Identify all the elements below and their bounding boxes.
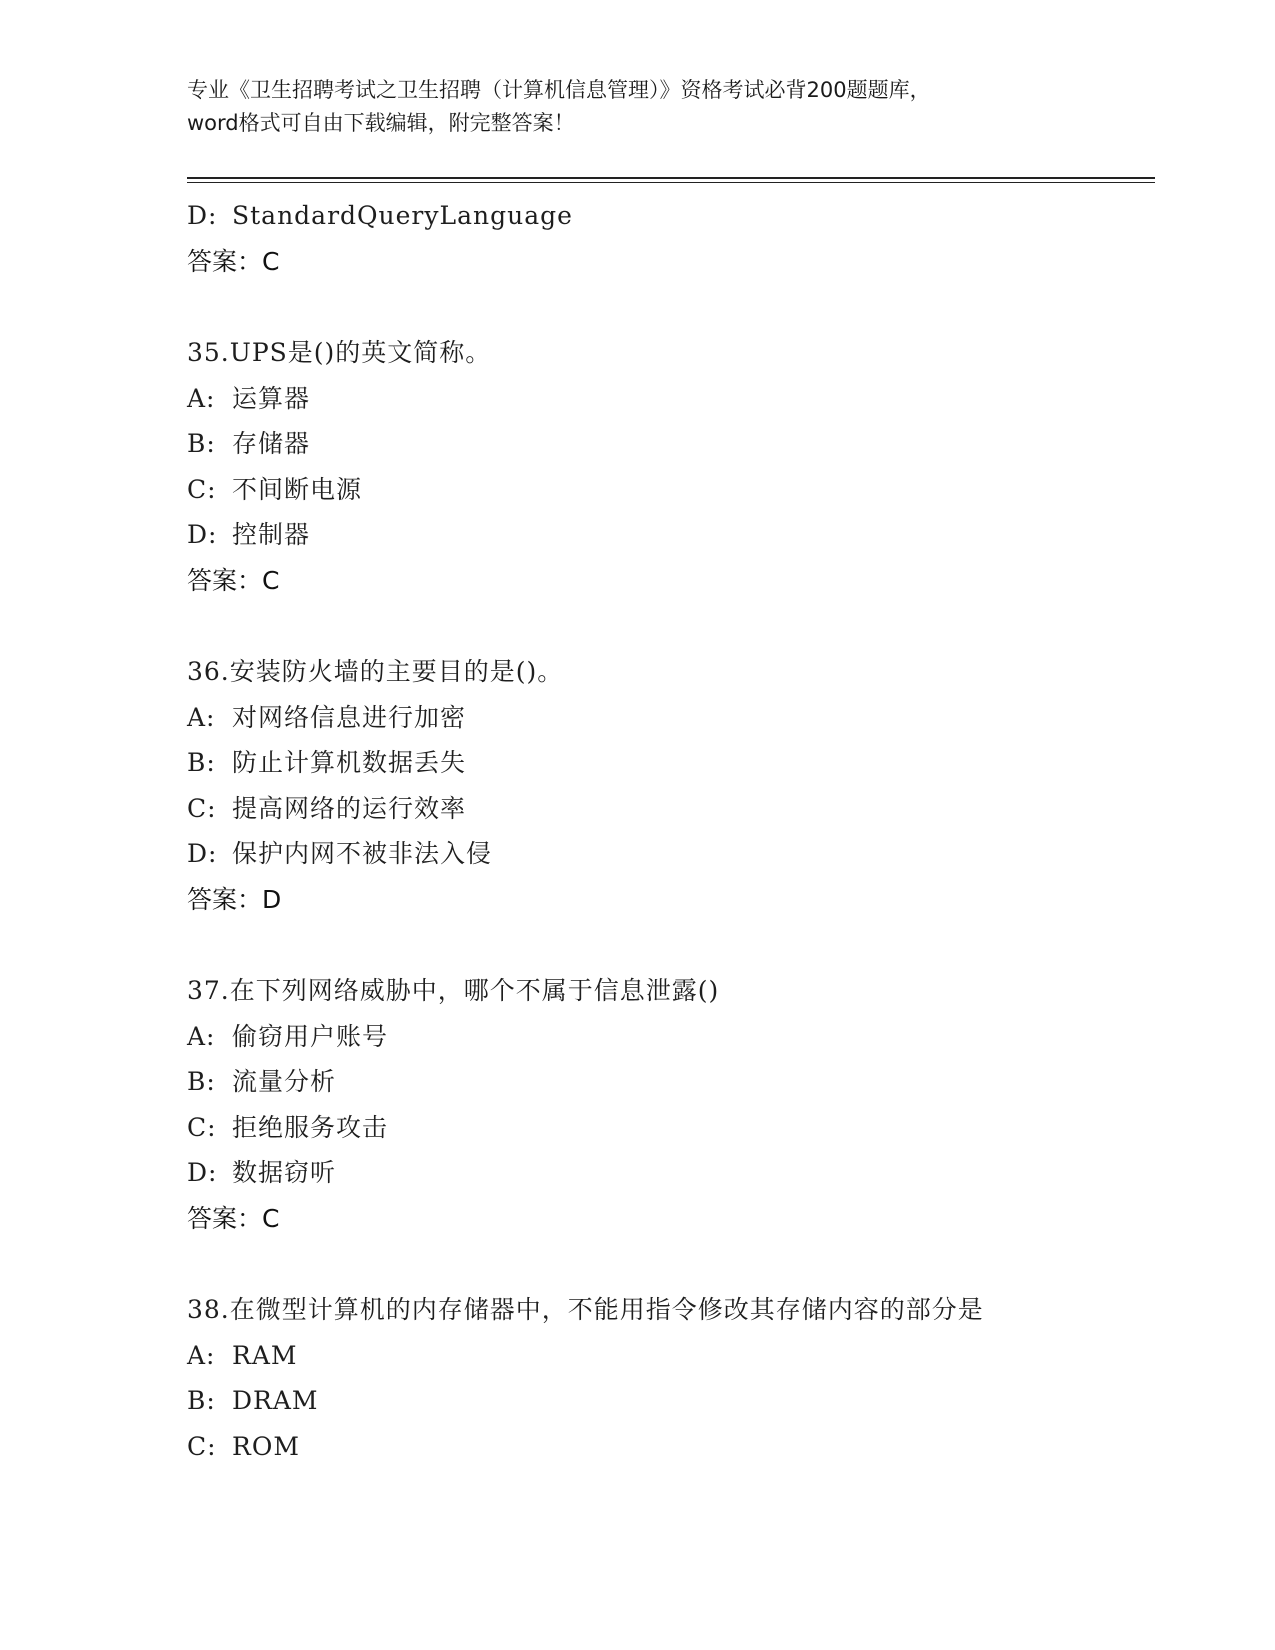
header-line-2: word格式可自由下载编辑，附完整答案！ — [187, 111, 575, 135]
header-divider-thin — [187, 182, 1155, 183]
option-label: D: — [187, 201, 218, 230]
option-d — [187, 831, 1155, 877]
option-label: B: — [187, 1067, 216, 1096]
answer-line: 答案：C — [187, 1203, 280, 1233]
option-label: B: — [187, 748, 216, 777]
option-label: B: — [187, 1386, 216, 1415]
option-label: D: — [187, 839, 218, 868]
option-d — [187, 512, 1155, 558]
header-line-1: 专业《卫生招聘考试之卫生招聘（计算机信息管理）》资格考试必背200题题库， — [187, 78, 931, 102]
option-label: A: — [187, 702, 216, 732]
option-text: 拒绝服务攻击 — [232, 1112, 389, 1142]
option-a — [187, 1333, 1155, 1379]
option-d — [187, 1150, 1155, 1196]
option-b — [187, 740, 1155, 786]
option-text: 不间断电源 — [232, 474, 363, 504]
option-text: 对网络信息进行加密 — [232, 702, 467, 732]
option-a — [187, 376, 1155, 422]
option-b — [187, 1059, 1155, 1105]
option-c — [187, 467, 1155, 513]
option-text: 防止计算机数据丢失 — [232, 748, 467, 777]
option-c — [187, 1424, 1155, 1470]
option-d — [187, 193, 1155, 239]
option-label: C: — [187, 474, 217, 504]
option-label: B: — [187, 429, 216, 458]
question-block-35 — [187, 330, 1155, 603]
option-text: 偷窃用户账号 — [232, 1021, 389, 1051]
header-divider-thick — [187, 177, 1155, 179]
option-text: 流量分析 — [232, 1067, 337, 1096]
document-body — [187, 193, 1155, 1469]
option-label: C: — [187, 793, 217, 823]
option-label: C: — [187, 1431, 217, 1461]
question-block-37 — [187, 968, 1155, 1241]
document-header — [187, 74, 1087, 140]
option-text: 提高网络的运行效率 — [232, 793, 467, 823]
question-stem: 36.安装防火墙的主要目的是()。 — [187, 657, 564, 686]
question-stem: 37.在下列网络威胁中，哪个不属于信息泄露() — [187, 976, 720, 1005]
question-block-36 — [187, 649, 1155, 922]
option-text: 运算器 — [232, 383, 311, 413]
option-text: DRAM — [232, 1386, 319, 1415]
question-stem: 35.UPS是()的英文简称。 — [187, 338, 492, 367]
option-label: C: — [187, 1112, 217, 1142]
answer-line: 答案：C — [187, 246, 280, 276]
option-text: 存储器 — [232, 429, 311, 458]
option-label: A: — [187, 1340, 216, 1370]
option-text: 保护内网不被非法入侵 — [232, 839, 493, 868]
option-c — [187, 1105, 1155, 1151]
option-c — [187, 786, 1155, 832]
answer-line: 答案：D — [187, 884, 282, 914]
option-text: 数据窃听 — [232, 1158, 337, 1187]
option-text: 控制器 — [232, 520, 311, 549]
question-stem: 38.在微型计算机的内存储器中，不能用指令修改其存储内容的部分是 — [187, 1295, 984, 1324]
answer-line: 答案：C — [187, 565, 280, 595]
option-b — [187, 421, 1155, 467]
option-a — [187, 695, 1155, 741]
option-b — [187, 1378, 1155, 1424]
question-block-38 — [187, 1287, 1155, 1469]
option-label: D: — [187, 520, 218, 549]
option-text: StandardQueryLanguage — [232, 201, 573, 230]
option-a — [187, 1014, 1155, 1060]
option-label: D: — [187, 1158, 218, 1187]
option-label: A: — [187, 383, 216, 413]
option-text: ROM — [232, 1431, 300, 1461]
option-text: RAM — [232, 1340, 298, 1370]
option-label: A: — [187, 1021, 216, 1051]
